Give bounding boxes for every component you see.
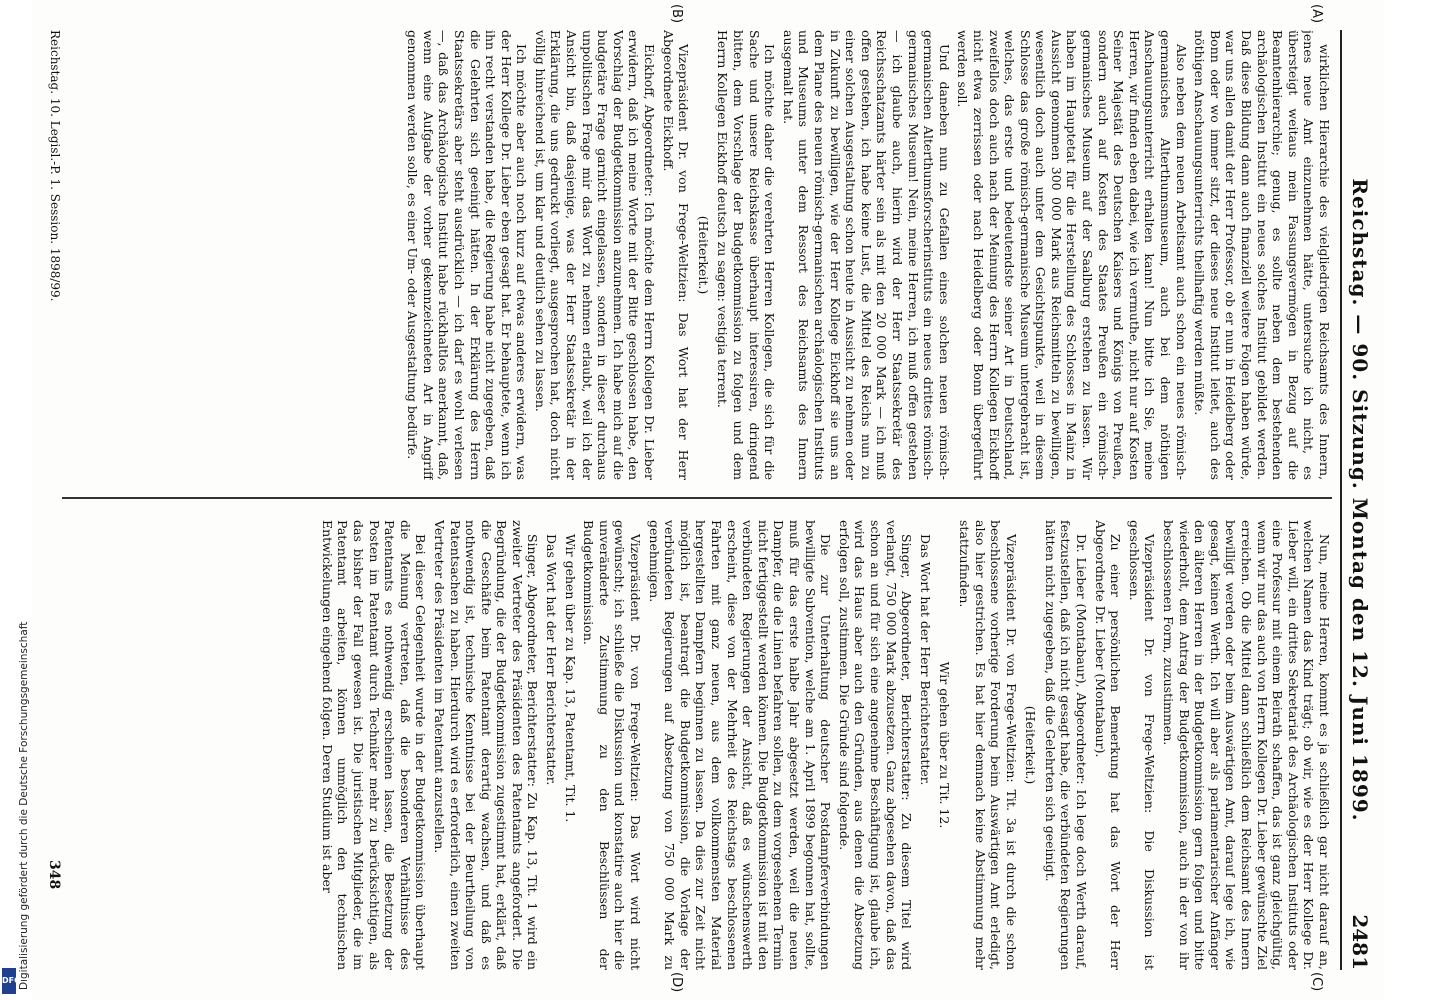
margin-marker-d: (D) [669,972,684,993]
interjection: (Heiterkeit.) [1023,705,1039,785]
footer-note: Reichstag. 10. Legisl.-P. 1. Session. 1898/99. [48,30,62,302]
speaker-paragraph: Eickhoff, Abgeordneter: Ich möchte dem Herrn Kollegen Dr. Lieber erwidern, daß ich meine Worte mit der Bitte geschlossen habe, den Vorschlag der Budgetkommission anzunehmen. Ich habe mich auf die budgetäre Frage garnicht eingelassen, sondern in dieser durchaus unpolitischen Frage mir das Wort zu nehmen erlaubt, weil ich der Ansicht bin, daß dasjenige, was der Herr Staatssekretär in der Erklärung, die uns gedruckt vorliegt, ausgesprochen hat, doch nicht völlig hinreichend ist, um klar und deutlich sehen zu lassen. [532,30,658,480]
margin-marker-b: (B) [669,4,684,24]
page-title: Reichstag. — 90. Sitzung. Montag den 12. Juni 1899. [1348,178,1372,822]
speaker-paragraph: Vizepräsident Dr. von Frege-Weltzien: Tit. 3a ist durch die schon beschlossene vorherige Forderung beim Auswärtigen Amt erledigt, also hier gestrichen. Es hat hier demnach keine Abstimmung mehr stattzufinden. [956,520,1019,970]
margin-marker-c: (C) [1309,972,1324,992]
right-column [62,520,1332,970]
interjection: (Heiterkeit.) [695,215,711,295]
dfg-logo: DFG [2,968,16,994]
paragraph: Nun, meine Herren, kommt es ja schließlich gar nicht darauf an, welchen Namen das Kind trägt; ob wir, wie es der Herr Kollege Dr. Lieber will, ein drittes Sekretariat des Archäologischen Instituts oder eine Professur mit einem Beirath schaffen, das ist ganz gleichgültig, wenn wir nur das auch von Herrn Kollegen Dr. Lieber gewünschte Ziel erreichen. Ob die Mittel dann schließlich dem Reichsamt des Innern bewilligt werden oder beim Auswärtigen Amt, darauf lege ich, wie gesagt, keinen Werth. Ich will aber als parlamentarischer Anfänger den älteren Herren in der Budgetkommission gern folgen und bitte wiederholt, dem Antrag der Budgetkommission, auch in der von ihr beschlossenen Form, zuzustimmen. [1161,520,1332,970]
speaker-paragraph: Singer, Abgeordneter, Berichterstatter: Zu Kap. 13, Tit. 1 wird ein zweiter Vertreter des Präsidenten des Patentamts angefordert. Die Begründung, die der Budgetkommission zugestimmt hat, erklärt, daß die Geschäfte beim Patentamt derartig wachsen, und daß es nothwendig ist, technische Kenntnisse bei der Beurtheilung von Patentsachen zu haben. Hierdurch wird es erforderlich, einen zweiten Vertreter des Präsidenten im Patentamt anzustellen. [431,520,541,970]
document-page [32,0,1384,1000]
page-header [1340,30,1376,970]
paragraph: Also neben dem neuen Arbeitsamt auch schon ein neues römisch-germanisches Alterthumsmuseum, auch bei dem nöthigen Anschauungsunterricht erhalten kann! Nun bitte ich Sie, meine Herren, wir finden eben dabei, wie ich vermuthe, nicht nur auf Kosten Seiner Majestät des Deutschen Kaisers und Königs von Preußen, sondern auch auf Kosten des Staates Preußen ein römisch-germanisches Museum auf der Saalburg erstehen zu lassen. Wir haben im Hauptetat für die Herstellung des Schlosses in Mainz in Aussicht genommen 300 000 Mark aus Reichsmitteln zu bewilligen, wesentlich doch auch unter dem Gesichtspunkte, weil in diesem Schlosse das große römisch-germanische Museum untergebracht ist, welches, das erste und bedeutendste seiner Art in Deutschland, zweifellos doch auch nach der Meinung des Herrn Kollegen Eickhoff nicht etwa zerrissen oder nach Heidelberg oder Bonn übergeführt werden soll. [955,30,1189,480]
speaker-paragraph: Singer, Abgeordneter, Berichterstatter: Zu diesem Titel wird verlangt, 750 000 Mark abzusetzen. Ganz abgesehen davon, daß das schon an und für sich eine angenehme Beschäftigung ist, glaube ich, wird das Haus aber auch den Gründen, aus denen die Absetzung erfolgen soll, zustimmen. Die Gründe sind folgende. [836,520,915,970]
agenda-line: Wir gehen über zu Kap. 13, Patentamt, Tit. 1. [562,534,578,823]
margin-marker-a: (A) [1309,4,1324,24]
agenda-line: Wir gehen über zu Tit. 12. [937,661,953,829]
speaker-paragraph: Dr. Lieber (Montabaur), Abgeordneter: Ich lege doch Werth darauf, festzustellen, daß ich nicht gesagt habe, die verbündeten Regierungen hätten nicht zugegeben, daß die Gelehrten sich geeinigt. [1042,520,1090,970]
paragraph: Ich möchte daher die verehrten Herren Kollegen, die sich für die Sache und unsere Reichskasse überhaupt interessiren, dringend bitten, dem Vorschlage der Budgetkommission zu folgen und dem Herrn Kollegen Eickhoff deutsch zu sagen: vestigia terrent. [715,30,778,480]
paragraph: Zu einer persönlichen Bemerkung hat das Wort der Herr Abgeordnete Dr. Lieber (Montabaur). [1092,520,1124,970]
paragraph: wirklichen Hierarchie des vielgliedrigen Reichsamts des Innern, jenes neue Amt einzunehmen hätte, untersuche ich nicht, es übersteigt weitaus mein Fassungsvermögen in Bezug auf die Beamtenhierarchie; genug, es sollte neben dem bestehenden archäologischen Institut ein neues solches Institut gebildet werden. Daß diese Bildung dann auch finanziell weitere Folgen haben würde, war uns allen damit der Herr Professor, ob er nun in Heidelberg oder Bonn oder wo immer sitzt, der dieses neue Institut leitet, auch des nöthigen Anschauungsunterrichts theilhaftig werden müßte. [1192,30,1332,480]
paragraph: Ich möchte aber auch noch kurz auf etwas anderes erwidern, was der Herr Kollege Dr. Lieber eben gesagt hat. Er behauptete, wenn ich ihn recht verstanden habe, die Regierung habe nicht zugegeben, daß die Gelehrten sich geeinigt hätten. In der Erklärung des Herrn Staatssekretärs aber steht ausdrücklich — ich darf es wohl verlesen —, daß das Archäologische Institut habe rückhaltlos anerkannt, daß, wenn eine Aufgabe der vorher gekennzeichneten Art in Angriff genommen werden solle, es einer Um- oder Ausgestaltung bedürfe. [405,30,530,480]
sidebar-strip [0,0,30,1000]
footer-sheet-number: 348 [46,860,62,890]
paragraph: Bei dieser Gelegenheit wurde in der Budgetkommission überhaupt die Meinung vertreten, daß die besonderen Verhältnisse des Patentamts es nothwendig erscheinen lassen, die Besetzung der Posten im Patentamt durch Techniker mehr zu berücksichtigen, als das bisher der Fall gewesen ist. Die juristischen Mitglieder, die im Patentamt arbeiten, können unmöglich den technischen Entwickelungen eingehend folgen. Deren Studium ist aber [319,520,429,970]
speaker-paragraph: Vizepräsident Dr. von Frege-Weltzien: Das Wort hat der Herr Abgeordnete Eickhoff. [660,30,692,480]
paragraph: Und daneben nun zu Gefallen eines solchen neuen römisch-germanischen Alterthumsforscherinstituts ein neues drittes römisch-germanisches Museum! Nein, meine Herren, ich muß offen gestehen — ich glaube auch, hierin wird der Herr Staatssekretär des Reichsschatzamts härter sein als mit den 20 000 Mark — ich muß offen gestehen, ich habe keine Lust, die Mittel des Reichs nun zu einer solchen Ausgestaltung schon heute in Aussicht zu nehmen oder in Zukunft zu bewilligen, wie der Herr Kollege Eickhoff sie uns an dem Plane des neuen römisch-germanischen archäologischen Instituts und Museums unter dem Ressort des Reichsamts des Innern ausgemalt hat. [780,30,952,480]
column-divider [62,497,1332,499]
paragraph: Die zur Unterhaltung deutscher Postdampferverbindungen bewilligte Subvention, welche am 1. April 1899 begonnen hat, sollte, muß für das erste halbe Jahr abgesetzt werden, weil die neuen Dampfer, die die Linien befahren sollen, zu dem vorgesehenen Termin nicht fertiggestellt werden können. Die Budgetkommission ist mit den verbündeten Regierungen der Ansicht, daß es wünschenswerth erscheint, diese von der Mehrheit des Reichstags beschlossenen Fahrten mit ganz neuen, aus dem vollkommensten Material hergestellten Dampfern beginnen zu lassen. Da dies zur Zeit nicht möglich ist, beantragt die Budgetkommission, die Vorlage der verbündeten Regierungen auf Absetzung von 750 000 Mark zu genehmigen. [646,520,834,970]
left-column [62,30,1332,480]
speaker-paragraph: Vizepräsident Dr. von Frege-Weltzien: Die Diskussion ist geschlossen. [1126,520,1158,970]
speaker-paragraph: Vizepräsident Dr. von Frege-Weltzien: Das Wort wird nicht gewünscht; ich schließe die Diskussion und konstatire auch hier die unveränderte Zustimmung zu den Beschlüssen der Budgetkommission. [581,520,644,970]
funding-note: Digitalisierung gefördert durch die Deutsche Forschungsgemeinschaft [18,621,30,990]
paragraph: Das Wort hat der Herr Berichterstatter. [917,534,933,786]
paragraph: Das Wort hat der Herr Berichterstatter. [544,534,560,786]
page-number: 2481 [1348,914,1372,970]
